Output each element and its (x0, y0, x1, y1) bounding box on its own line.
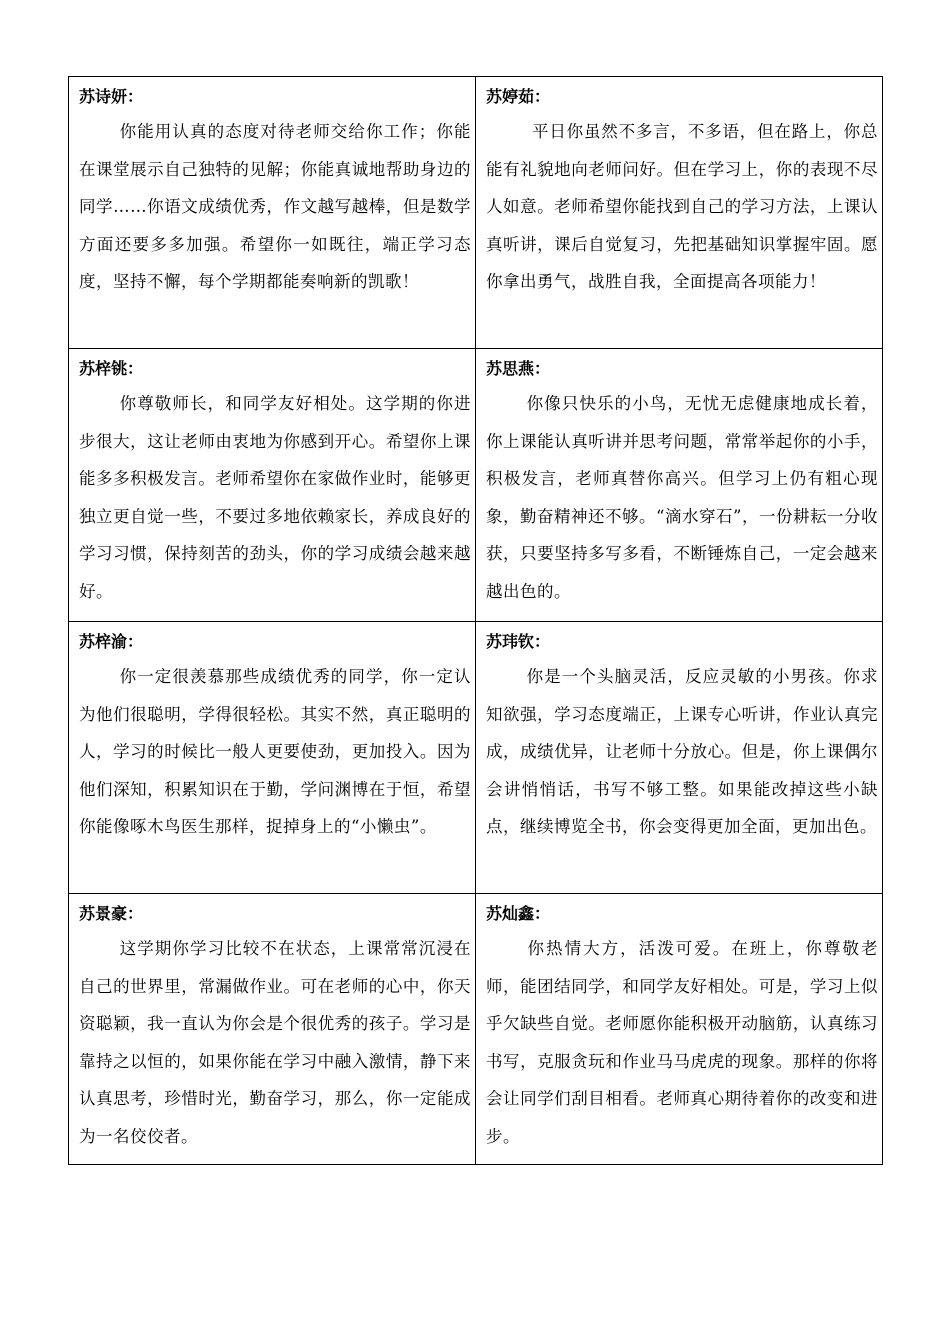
student-name: 苏思燕： (486, 359, 551, 378)
comment-text (79, 658, 471, 846)
comment-body: 平日你虽然不多言，不多语，但在路上，你总能有礼貌地向老师问好。但在学习上，你的表现不尽人如意。老师希望你能找到自己的学习方法，上课认真听讲，课后自觉复习，先把基础知识掌握牢固。愿你拿出勇气，战胜自我，全面提高各项能力！ (486, 122, 878, 291)
comment-body: 你像只快乐的小鸟，无忧无虑健康地成长着，你上课能认真听讲并思考问题，常常举起你的小手，积极发言，老师真替你高兴。但学习上仍有粗心现象，勤奋精神还不够。“滴水穿石”，一份耕耘一分收获，只要坚持多写多看，不断锤炼自己，一定会越来越出色的。 (486, 394, 878, 601)
comment-text (486, 385, 878, 610)
comment-cell (476, 349, 883, 622)
comment-cell (69, 622, 476, 894)
student-name: 苏玮钦： (486, 632, 551, 651)
comment-text (486, 930, 878, 1155)
comment-cell (69, 894, 476, 1165)
comment-text (79, 385, 471, 610)
table-row (69, 894, 883, 1165)
comment-cell (476, 622, 883, 894)
student-name: 苏灿鑫： (486, 904, 551, 923)
comment-cell (69, 77, 476, 349)
table-row (69, 349, 883, 622)
comment-body: 你热情大方，活泼可爱。在班上，你尊敬老师，能团结同学，和同学友好相处。可是，学习上似乎欠缺些自觉。老师愿你能积极开动脑筋，认真练习书写，克服贪玩和作业马马虎虎的现象。那样的你将会让同学们刮目相看。老师真心期待着你的改变和进步。 (486, 939, 878, 1146)
comment-body: 你尊敬师长，和同学友好相处。这学期的你进步很大，这让老师由衷地为你感到开心。希望你上课能多多积极发言。老师希望你在家做作业时，能够更独立更自觉一些，不要过多地依赖家长，养成良好的学习习惯，保持刻苦的劲头，你的学习成绩会越来越好。 (79, 394, 471, 601)
comment-body: 你是一个头脑灵活，反应灵敏的小男孩。你求知欲强，学习态度端正，上课专心听讲，作业认真完成，成绩优异，让老师十分放心。但是，你上课偶尔会讲悄悄话，书写不够工整。如果能改掉这些小缺点，继续博览全书，你会变得更加全面，更加出色。 (486, 667, 878, 836)
comment-body: 你一定很羡慕那些成绩优秀的同学，你一定认为他们很聪明，学得很轻松。其实不然，真正聪明的人，学习的时候比一般人更要使劲，更加投入。因为他们深知，积累知识在于勤，学问渊博在于恒，希望你能像啄木鸟医生那样，捉掉身上的“小懒虫”。 (79, 667, 471, 836)
comment-text (79, 113, 471, 301)
comment-table (68, 76, 883, 1165)
student-name: 苏婷茹： (486, 87, 551, 106)
comment-cell (476, 894, 883, 1165)
student-name: 苏梓铫： (79, 359, 144, 378)
student-name: 苏景豪： (79, 904, 144, 923)
comment-body: 你能用认真的态度对待老师交给你工作；你能在课堂展示自己独特的见解；你能真诚地帮助身边的同学……你语文成绩优秀，作文越写越棒，但是数学方面还要多多加强。希望你一如既往，端正学习态度，坚持不懈，每个学期都能奏响新的凯歌！ (79, 122, 471, 291)
comment-cell (476, 77, 883, 349)
student-name: 苏梓渝： (79, 632, 144, 651)
table-row (69, 622, 883, 894)
comment-text (486, 658, 878, 846)
comment-text (486, 113, 878, 301)
comment-cell (69, 349, 476, 622)
student-name: 苏诗妍： (79, 87, 144, 106)
comment-text (79, 930, 471, 1155)
comment-body: 这学期你学习比较不在状态，上课常常沉浸在自己的世界里，常漏做作业。可在老师的心中，你天资聪颖，我一直认为你会是个很优秀的孩子。学习是靠持之以恒的，如果你能在学习中融入激情，静下来认真思考，珍惜时光，勤奋学习，那么，你一定能成为一名佼佼者。 (79, 939, 471, 1146)
table-row (69, 77, 883, 349)
